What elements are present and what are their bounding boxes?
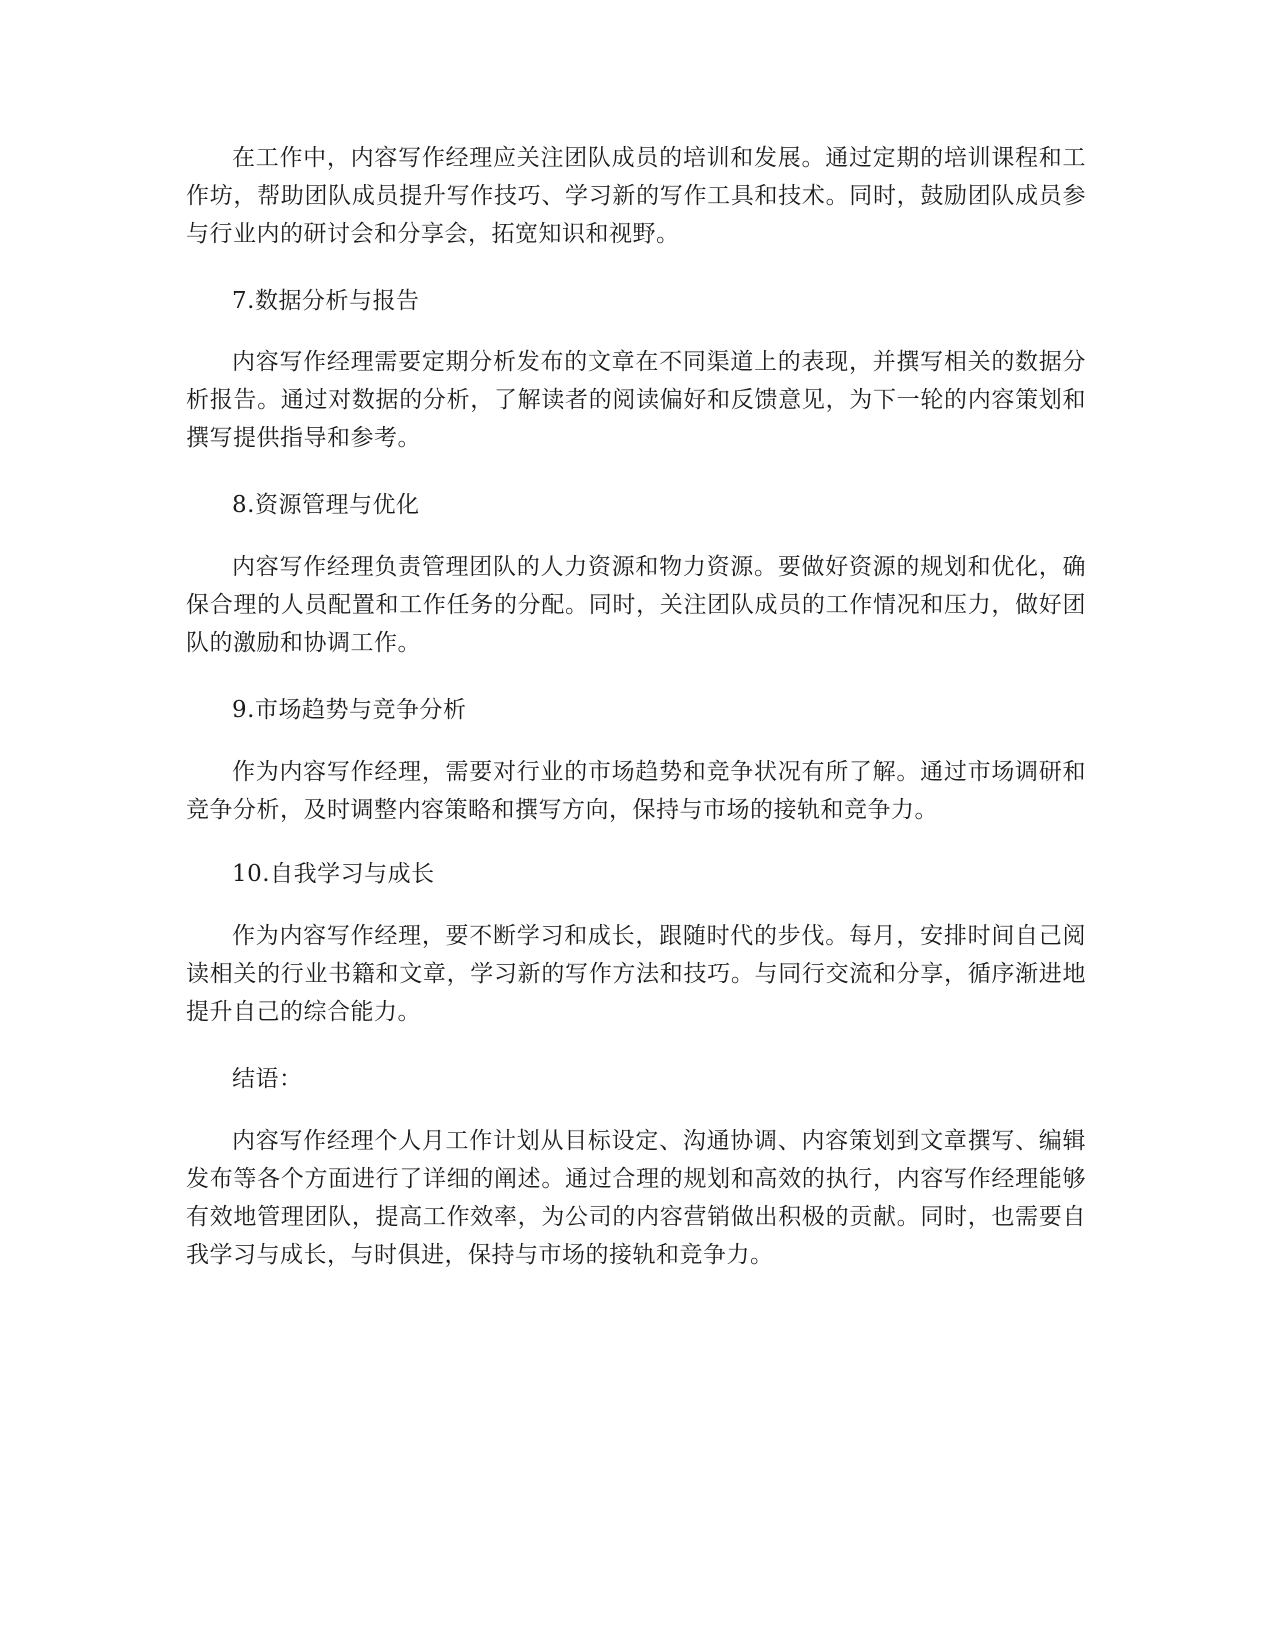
paragraph-market-trends: 作为内容写作经理，需要对行业的市场趋势和竞争状况有所了解。通过市场调研和竞争分析，及时调整内容策略和撰写方向，保持与市场的接轨和竞争力。 [186, 759, 1086, 823]
heading-conclusion: 结语： [232, 1066, 303, 1092]
heading-market-trends: 9.市场趋势与竞争分析 [232, 697, 467, 723]
paragraph-conclusion: 内容写作经理个人月工作计划从目标设定、沟通协调、内容策划到文章撰写、编辑发布等各个方面进行了详细的阐述。通过合理的规划和高效的执行，内容写作经理能够有效地管理团队，提高工作效率，为公司的内容营销做出积极的贡献。同时，也需要自我学习与成长，与时俱进，保持与市场的接轨和竞争力。 [186, 1128, 1086, 1268]
paragraph-data-analysis: 内容写作经理需要定期分析发布的文章在不同渠道上的表现，并撰写相关的数据分析报告。通过对数据的分析，了解读者的阅读偏好和反馈意见，为下一轮的内容策划和撰写提供指导和参考。 [186, 349, 1086, 451]
paragraph-self-learning: 作为内容写作经理，要不断学习和成长，跟随时代的步伐。每月，安排时间自己阅读相关的行业书籍和文章，学习新的写作方法和技巧。与同行交流和分享，循序渐进地提升自己的综合能力。 [186, 923, 1086, 1025]
paragraph-resource-management: 内容写作经理负责管理团队的人力资源和物力资源。要做好资源的规划和优化，确保合理的人员配置和工作任务的分配。同时，关注团队成员的工作情况和压力，做好团队的激励和协调工作。 [186, 554, 1086, 656]
heading-resource-management: 8.资源管理与优化 [232, 492, 420, 518]
heading-self-learning: 10.自我学习与成长 [232, 861, 435, 887]
paragraph-training: 在工作中，内容写作经理应关注团队成员的培训和发展。通过定期的培训课程和工作坊，帮助团队成员提升写作技巧、学习新的写作工具和技术。同时，鼓励团队成员参与行业内的研讨会和分享会，拓宽知识和视野。 [186, 145, 1086, 247]
heading-data-analysis: 7.数据分析与报告 [232, 288, 420, 314]
